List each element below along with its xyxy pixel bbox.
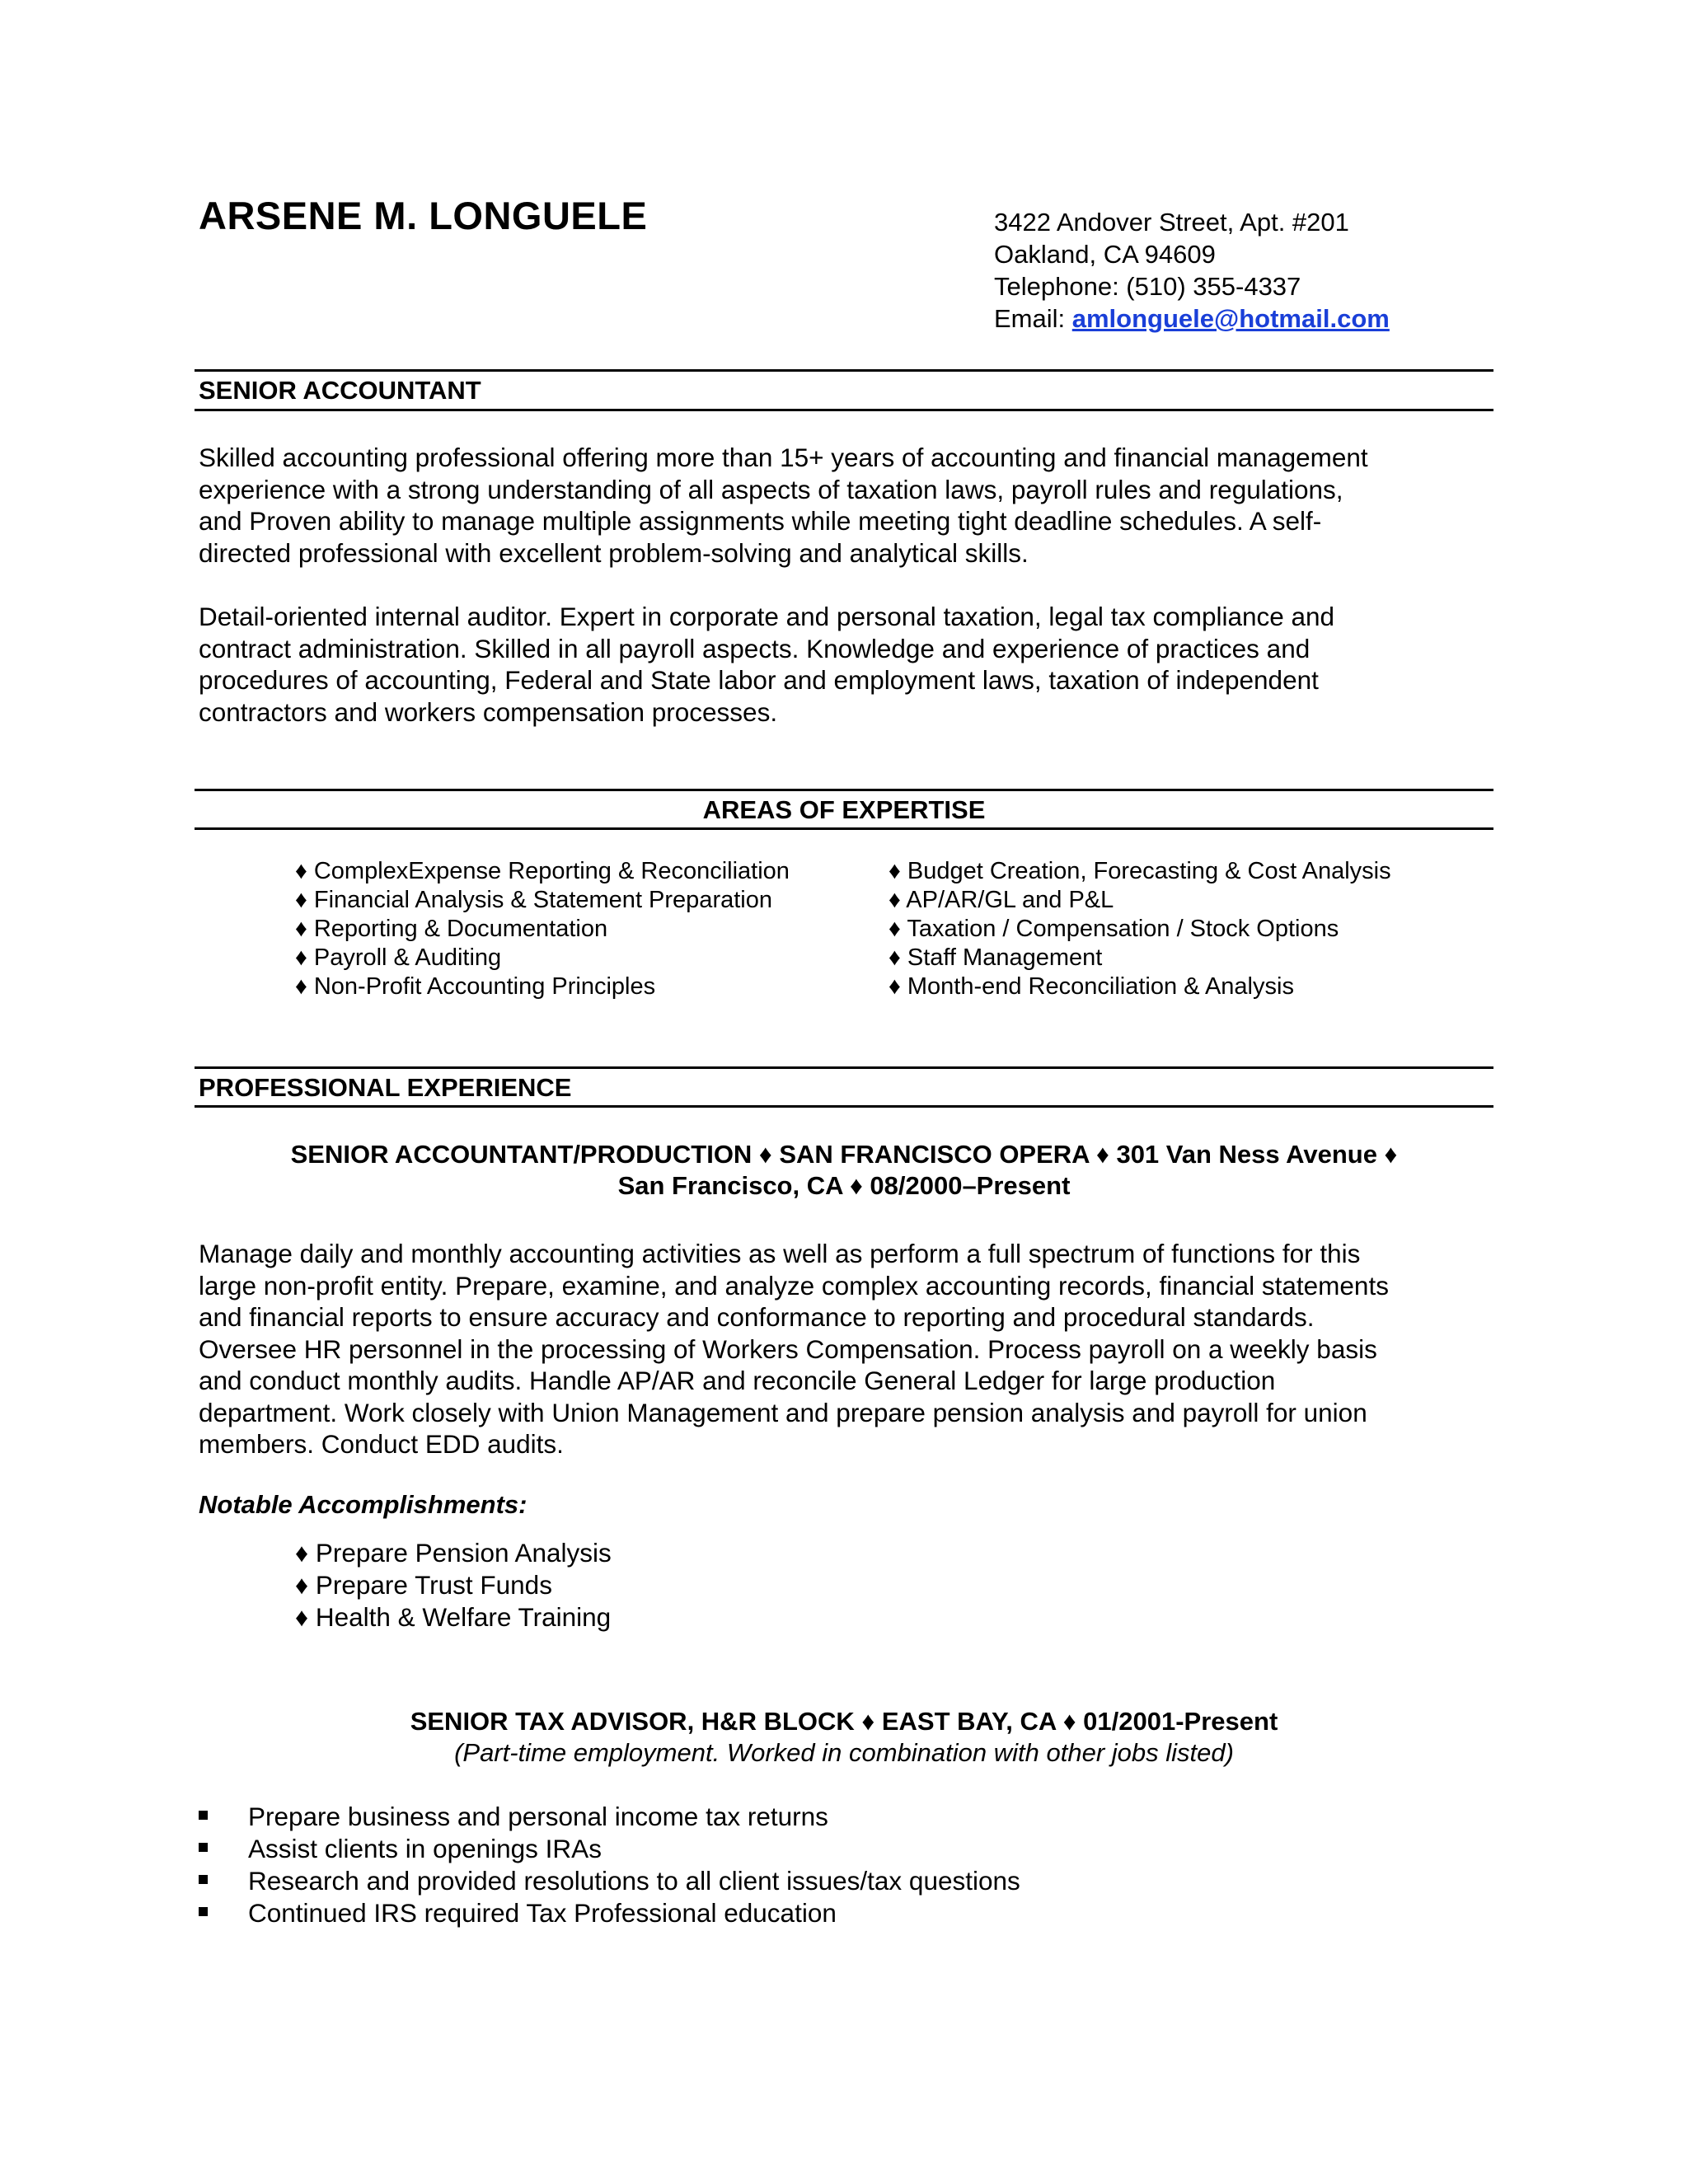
text-line: Detail-oriented internal auditor. Expert in corporate and personal taxation, legal tax compliance and — [199, 602, 1335, 631]
section-rule — [195, 827, 1493, 830]
duty-text: Assist clients in openings IRAs — [248, 1834, 602, 1863]
expertise-item: ♦ Payroll & Auditing — [295, 944, 502, 971]
square-bullet-icon — [199, 1811, 208, 1820]
text-line: contract administration. Skilled in all payroll aspects. Knowledge and experience of practices and — [199, 633, 1311, 663]
list-item — [199, 1833, 1020, 1865]
list-item — [199, 1865, 1020, 1897]
job1-title-line-1: SENIOR ACCOUNTANT/PRODUCTION ♦ SAN FRANCISCO OPERA ♦ 301 Van Ness Avenue ♦ — [290, 1140, 1398, 1169]
expertise-heading: AREAS OF EXPERTISE — [702, 795, 986, 824]
section-rule — [195, 409, 1493, 411]
section-rule — [195, 1105, 1493, 1108]
summary-paragraph-1 — [199, 442, 1484, 569]
title-heading: SENIOR ACCOUNTANT — [199, 376, 481, 405]
summary-paragraph-2 — [199, 601, 1484, 728]
email-link[interactable]: amlonguele@hotmail.com — [1071, 304, 1390, 333]
address-line-2: Oakland, CA 94609 — [994, 240, 1216, 269]
list-item — [199, 1897, 1020, 1929]
text-line: and financial reports to ensure accuracy and conformance to reporting and procedural standards. — [199, 1302, 1315, 1332]
square-bullet-icon — [199, 1843, 208, 1852]
section-rule — [195, 369, 1493, 372]
text-line: and Proven ability to manage multiple assignments while meeting tight deadline schedules. A self- — [199, 506, 1322, 536]
expertise-item: ♦ AP/AR/GL and P&L — [889, 887, 1114, 913]
expertise-right-column — [889, 857, 1391, 1001]
address-line-1: 3422 Andover Street, Apt. #201 — [994, 208, 1349, 237]
square-bullet-icon — [199, 1907, 208, 1916]
contact-block — [994, 206, 1390, 335]
job2-duties-list — [199, 1801, 1020, 1929]
job2-title-block — [195, 1706, 1493, 1769]
job2-subtitle: (Part-time employment. Worked in combination with other jobs listed) — [454, 1738, 1234, 1767]
expertise-item: ♦ Taxation / Compensation / Stock Options — [889, 916, 1339, 942]
expertise-item: ♦ Month-end Reconciliation & Analysis — [889, 973, 1294, 1000]
job1-title-line-2: San Francisco, CA ♦ 08/2000–Present — [617, 1171, 1071, 1200]
duty-text: Research and provided resolutions to all client issues/tax questions — [248, 1866, 1020, 1896]
text-line: large non-profit entity. Prepare, examine, and analyze complex accounting records, financial statements — [199, 1270, 1389, 1301]
list-item — [199, 1801, 1020, 1833]
accomplishment-item: ♦ Prepare Trust Funds — [295, 1570, 552, 1600]
job2-title: SENIOR TAX ADVISOR, H&R BLOCK ♦ EAST BAY, CA ♦ 01/2001-Present — [410, 1707, 1278, 1736]
section-rule — [195, 789, 1493, 791]
text-line: Oversee HR personnel in the processing of Workers Compensation. Process payroll on a weekly basis — [199, 1333, 1377, 1364]
text-line: experience with a strong understanding of all aspects of taxation laws, payroll rules and regulations, — [199, 474, 1343, 504]
expertise-item: ♦ Budget Creation, Forecasting & Cost Analysis — [889, 858, 1391, 884]
accomplishment-item: ♦ Health & Welfare Training — [295, 1602, 612, 1632]
section-rule — [195, 1066, 1493, 1069]
text-line: procedures of accounting, Federal and State labor and employment laws, taxation of independent — [199, 665, 1319, 695]
accomplishment-item: ♦ Prepare Pension Analysis — [295, 1538, 612, 1568]
text-line: Manage daily and monthly accounting activities as well as perform a full spectrum of functions for this — [199, 1239, 1361, 1268]
text-line: directed professional with excellent problem-solving and analytical skills. — [199, 537, 1029, 568]
text-line: and conduct monthly audits. Handle AP/AR and reconcile General Ledger for large production — [199, 1366, 1276, 1395]
expertise-item: ♦ Financial Analysis & Statement Preparation — [295, 887, 772, 913]
duty-text: Continued IRS required Tax Professional education — [248, 1898, 837, 1928]
expertise-item: ♦ Non-Profit Accounting Principles — [295, 973, 656, 1000]
expertise-left-column — [295, 857, 790, 1001]
accomplishments-list — [295, 1537, 612, 1633]
text-line: contractors and workers compensation processes. — [199, 696, 778, 727]
applicant-name: ARSENE M. LONGUELE — [199, 194, 648, 237]
job1-description — [199, 1238, 1484, 1460]
experience-heading: PROFESSIONAL EXPERIENCE — [199, 1073, 572, 1102]
email-label: Email: — [994, 304, 1072, 333]
expertise-item: ♦ Staff Management — [889, 944, 1103, 971]
expertise-item: ♦ Reporting & Documentation — [295, 916, 608, 942]
text-line: Skilled accounting professional offering more than 15+ years of accounting and financial management — [199, 443, 1368, 472]
text-line: department. Work closely with Union Management and prepare pension analysis and payroll for union — [199, 1397, 1367, 1427]
text-line: members. Conduct EDD audits. — [199, 1429, 564, 1459]
telephone: Telephone: (510) 355-4337 — [994, 272, 1301, 301]
expertise-item: ♦ ComplexExpense Reporting & Reconciliation — [295, 858, 790, 884]
square-bullet-icon — [199, 1875, 208, 1884]
email-line — [994, 302, 1390, 335]
duty-text: Prepare business and personal income tax returns — [248, 1802, 828, 1831]
job1-title — [195, 1139, 1493, 1202]
notable-accomplishments-label: Notable Accomplishments: — [199, 1490, 528, 1519]
